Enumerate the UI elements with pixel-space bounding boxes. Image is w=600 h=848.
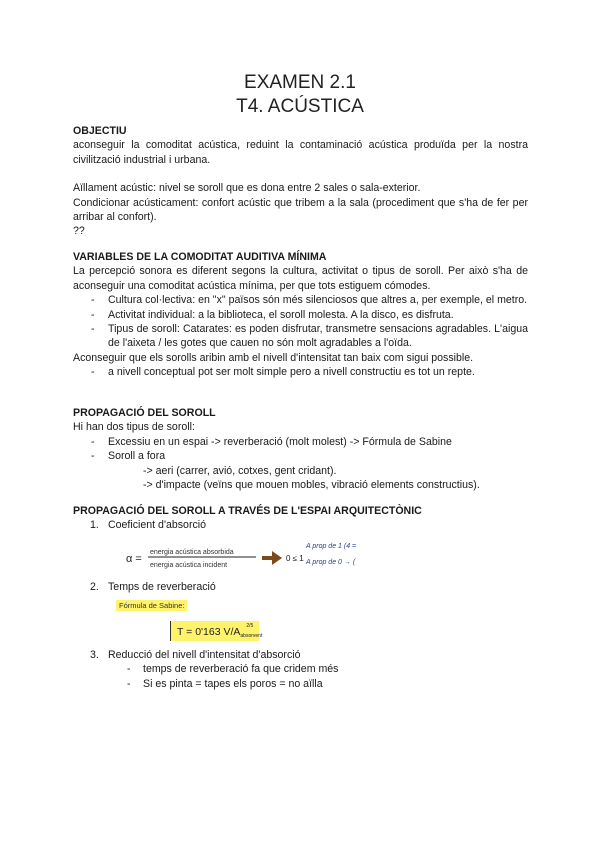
formula-numerator: energia acústica absorbida [150,549,234,556]
objectiu-line: ?? [73,225,85,238]
document-title: EXAMEN 2.1 [244,72,356,93]
list-subitem: - temps de reverberació fa que cridem més [127,663,339,676]
section-propagacio [73,406,528,492]
propagacio-intro: Hi han dos tipus de soroll: [73,421,195,434]
numbered-item: 3. Reducció del nivell d'intensitat d'absorció [90,649,301,661]
handwritten-note: A prop de 0 → ( [306,559,356,566]
document-subtitle: T4. ACÚSTICA [236,96,364,117]
list-item: - Soroll a fora [91,450,166,463]
variables-closing: Aconseguir que els sorolls aribin amb el nivell d'intensitat tan baix com sigui possible. [73,351,474,364]
heading-objectiu: OBJECTIU [73,125,127,137]
formula-denominator: energia acústica incident [150,562,228,569]
list-subitem: - Si es pinta = tapes els poros = no aïlla [127,677,323,690]
variables-intro: La percepció sonora es diferent segons la cultura, activitat o tipus de soroll. Per això s'ha de aconseguir una comoditat acústica mínima, per que tots estiguem cómodes. [73,265,528,292]
heading-propagacio: PROPAGACIÓ DEL SOROLL [73,407,216,419]
numbered-item: 1. Coeficient d'absorció [90,519,207,532]
section-variables [73,250,528,380]
section-objectiu [73,124,528,239]
list-item: - Excessiu en un espai -> reverberació (molt molest) -> Fórmula de Sabine [91,435,452,448]
section-arquitectonic-3 [73,648,528,691]
handwritten-note: A prop de 1 (4 = [306,543,357,550]
objectiu-line: Condicionar acústicament: confort acústic que tribem a la sala (procediment que s'ha de fer per arribar al confort). [73,196,528,224]
formula-absorption [120,540,550,574]
section-arquitectonic-2 [73,580,528,594]
objectiu-line: Aïllament acústic: nivel se soroll que es dona entre 2 sales o sala-exterior. [73,182,421,195]
list-item: - Cultura col·lectiva: en "x" països són més silenciosos que altres a, per exemple, el metro. [91,294,528,307]
list-subitem: -> d'impacte (veïns que mouen mobles, vibració elements constructius). [143,479,480,492]
list-subitem: -> aeri (carrer, avió, cotxes, gent cridant). [143,464,337,477]
section-arquitectonic [73,504,528,533]
formula-range: 0 ≤ 1 [286,554,304,563]
formula-symbol: α = [126,553,142,565]
list-item: - Activitat individual: a la biblioteca, el soroll molesta. A la disco, es disfruta. [91,308,454,321]
heading-arquitectonic: PROPAGACIÓ DEL SOROLL A TRAVÉS DE L'ESPAI ARQUITECTÒNIC [73,505,422,517]
sabine-formula: T = 0'163 V/Aabsorvent$^{2/5}$ [170,621,259,641]
heading-variables: VARIABLES DE LA COMODITAT AUDITIVA MÍNIMA [73,251,327,263]
arrow-right-icon [262,551,282,565]
numbered-item: 2. Temps de reverberació [90,581,216,593]
list-item: - Tipus de soroll: Catarates: es poden disfrutar, transmetre sensacions agradables. L'aigua de l'aixeta / les gotes que cauen no són molt agradables a l'oïda. [91,323,528,350]
list-item: - a nivell conceptual pot ser molt simple pero a nivell constructiu es tot un repte. [91,366,475,379]
objectiu-paragraph: aconseguir la comoditat acústica, reduint la contaminació acústica produïda per la nostra civilització industrial i urbana. [73,139,528,166]
sabine-label: Fórmula de Sabine: [116,600,187,611]
